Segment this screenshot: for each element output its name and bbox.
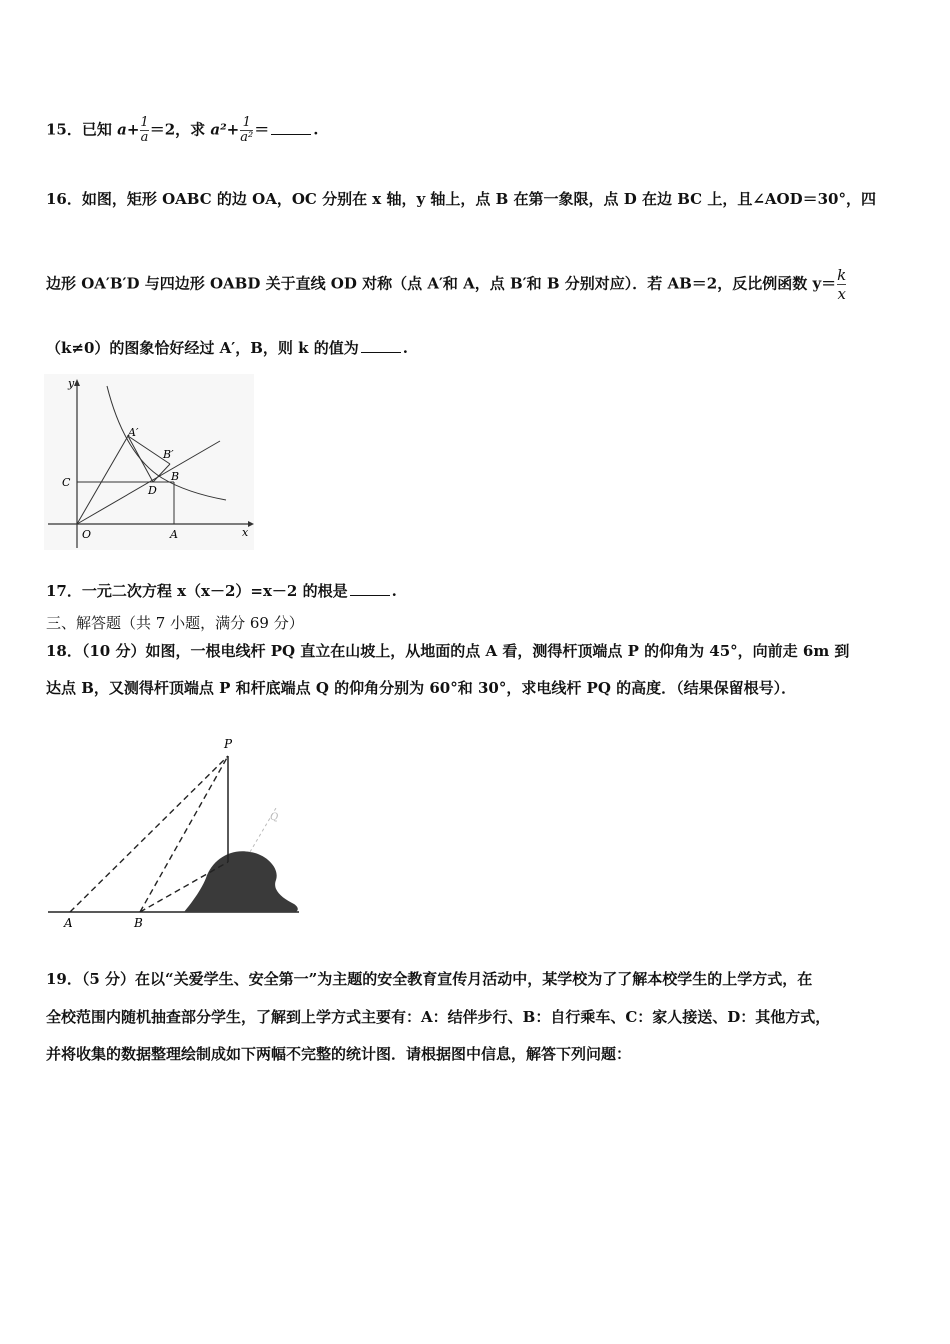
q17-number: 17． (46, 582, 82, 600)
q15-number: 15． (46, 120, 82, 139)
q15-equation-1: ＝2，求 (149, 120, 206, 139)
question-15 (46, 116, 318, 145)
q16-line-2: 边形 OA′B′D 与四边形 OABD 关于直线 OD 对称（点 A′和 A，点 B′和 B 分别对应）．若 AB＝2，反比例函数 y＝ (46, 274, 837, 293)
label-B: B (171, 470, 180, 483)
q15-prefix: 已知 (81, 120, 112, 139)
q15-expr-a: a+ (117, 120, 140, 139)
q17-answer-blank (350, 583, 390, 596)
q15-expr-a-squared: a²+ (210, 120, 240, 139)
section-3-title: 三、解答题（共 7 小题，满分 69 分） (46, 614, 304, 632)
label-A-prime: A′ (128, 426, 139, 439)
q16-answer-blank (361, 340, 401, 353)
q17-end: . (391, 582, 397, 600)
question-18-line-1 (46, 640, 849, 661)
label-D: D (148, 484, 157, 497)
q18-line-1: （10 分）如图，一根电线杆 PQ 直立在山坡上，从地面的点 A 看，测得杆顶端点 P 的仰角为 45°，向前走 6m 到 (81, 642, 850, 660)
question-19-line-2 (46, 1006, 830, 1027)
question-19-line-1 (46, 968, 812, 989)
q16-figure (44, 374, 254, 550)
q18-figure (44, 730, 304, 930)
q17-text: 一元二次方程 x（x－2）=x－2 的根是 (81, 582, 348, 600)
q15-frac1-numerator: 1 (140, 115, 149, 130)
hill-shape (184, 851, 298, 912)
question-16-line-1 (46, 188, 876, 209)
label-O: O (82, 528, 92, 541)
label-Q-faded: Q (270, 812, 279, 823)
label-x: x (242, 526, 249, 539)
section-3-heading (46, 612, 304, 633)
q19-number: 19． (46, 970, 82, 988)
question-19-line-3 (46, 1043, 631, 1064)
label-A: A (170, 528, 178, 541)
q16-frac-denominator: x (837, 285, 846, 303)
q16-line-3: （k≠0）的图象恰好经过 A′，B，则 k 的值为 (46, 339, 359, 357)
q19-line-1: （5 分）在以“关爱学生、安全第一”为主题的安全教育宣传月活动中，某学校为了了解本校学生的上学方式，在 (81, 970, 813, 988)
q16-number: 16． (46, 190, 82, 208)
question-17 (46, 580, 397, 601)
q16-line-3-end: . (402, 339, 408, 357)
q15-equation-2: ＝ (254, 120, 270, 139)
label-y: y (68, 377, 75, 390)
q15-frac2-denominator: a² (240, 130, 254, 145)
q16-frac-numerator: k (837, 266, 847, 284)
label-P: P (224, 737, 233, 751)
q15-frac2-numerator: 1 (242, 115, 251, 130)
q15-frac1-denominator: a (140, 130, 149, 145)
q18-line-2: 达点 B，又测得杆顶端点 P 和杆底端点 Q 的仰角分别为 60°和 30°，求电线杆 PQ 的高度．（结果保留根号）． (46, 679, 797, 697)
q19-line-3: 并将收集的数据整理绘制成如下两幅不完整的统计图．请根据图中信息，解答下列问题： (46, 1045, 632, 1063)
q15-fraction-2 (240, 116, 253, 145)
label-C: C (62, 476, 71, 489)
q16-fraction-k-over-x (837, 266, 846, 303)
label-B-prime: B′ (163, 448, 174, 461)
question-18-line-2 (46, 677, 796, 698)
q19-line-2: 全校范围内随机抽查部分学生，了解到上学方式主要有：A：结伴步行、B：自行乘车、C：家人接送、D：其他方式， (46, 1008, 831, 1026)
q15-answer-blank (271, 122, 311, 135)
q18-number: 18． (46, 642, 82, 660)
label-B-point: B (134, 916, 143, 930)
q16-line-1: 如图，矩形 OABC 的边 OA，OC 分别在 x 轴，y 轴上，点 B 在第一象限，点 D 在边 BC 上，且∠AOD＝30°，四 (81, 190, 876, 208)
q15-fraction-1 (140, 116, 148, 145)
q15-end: . (313, 120, 319, 139)
label-A-point: A (64, 916, 73, 930)
question-16-line-2 (46, 266, 847, 303)
question-16-line-3 (46, 337, 408, 358)
